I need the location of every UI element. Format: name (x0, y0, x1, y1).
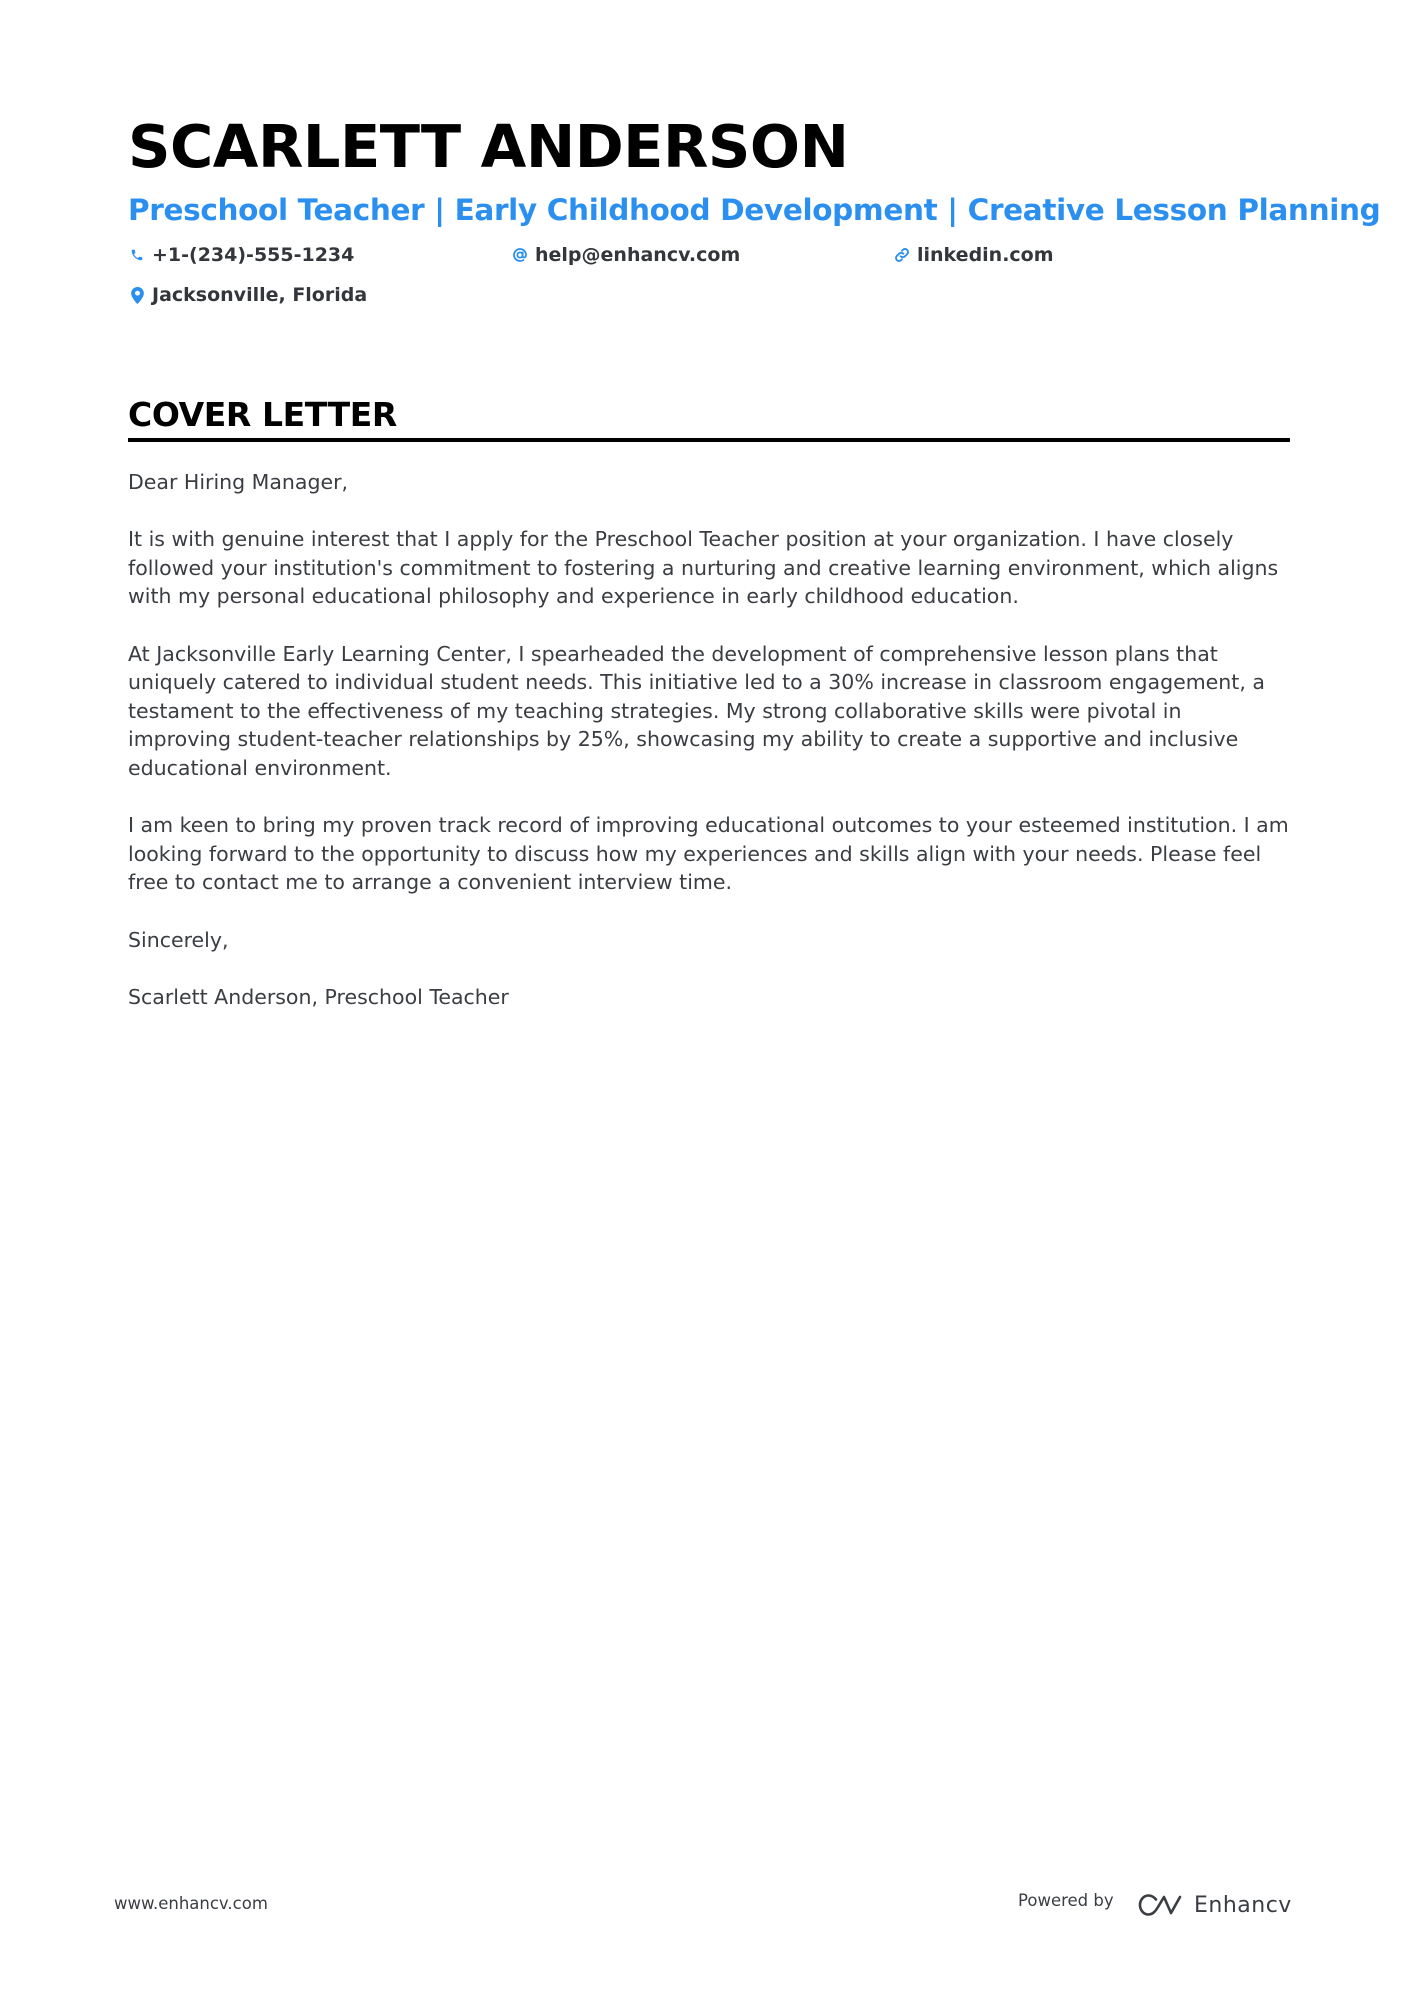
contact-email (511, 241, 740, 269)
link-icon (893, 244, 911, 266)
letter-salutation: Dear Hiring Manager, (128, 470, 349, 494)
powered-by-label: Powered by (1018, 1891, 1114, 1910)
candidate-name: SCARLETT ANDERSON (128, 112, 849, 181)
at-icon (511, 244, 529, 266)
contact-phone (128, 241, 354, 269)
location-pin-icon (128, 284, 146, 306)
section-title: COVER LETTER (128, 395, 397, 434)
location-text: Jacksonville, Florida (152, 284, 368, 306)
phone-icon (128, 244, 146, 266)
link-text[interactable]: linkedin.com (917, 244, 1054, 266)
contact-location (128, 281, 367, 309)
candidate-headline: Preschool Teacher | Early Childhood Development | Creative Lesson Planning (128, 193, 1381, 227)
letter-paragraph: I am keen to bring my proven track record of improving educational outcomes to your esteemed institution. I am looking forward to the opportunity to discuss how my experiences and skills align with your needs. Please feel free to contact me to arrange a convenient interview time. (128, 813, 1289, 895)
section-divider (128, 438, 1290, 442)
footer-url[interactable]: www.enhancv.com (114, 1894, 268, 1913)
enhancv-logo-icon (1138, 1893, 1184, 1917)
contact-link (893, 241, 1054, 269)
email-text[interactable]: help@enhancv.com (535, 244, 741, 266)
brand-logo[interactable] (1138, 1890, 1292, 1920)
letter-signature: Scarlett Anderson, Preschool Teacher (128, 984, 509, 1009)
brand-name: Enhancv (1194, 1892, 1292, 1918)
phone-text[interactable]: +1-(234)-555-1234 (152, 244, 355, 266)
letter-paragraph: At Jacksonville Early Learning Center, I spearheaded the development of comprehensive lesson plans that uniquely catered to individual student needs. This initiative led to a 30% increase in classroom engagement, a testament to the effectiveness of my teaching strategies. My strong collaborative skills were pivotal in improving student-teacher relationships by 25%, showcasing my ability to create a supportive and inclusive educational environment. (128, 641, 1265, 780)
letter-paragraph: It is with genuine interest that I apply for the Preschool Teacher position at your organization. I have closely followed your institution's commitment to fostering a nurturing and creative learning environment, which aligns with my personal educational philosophy and experience in early childhood education. (128, 527, 1279, 609)
letter-body (128, 468, 1290, 1040)
letter-closing: Sincerely, (128, 927, 229, 952)
